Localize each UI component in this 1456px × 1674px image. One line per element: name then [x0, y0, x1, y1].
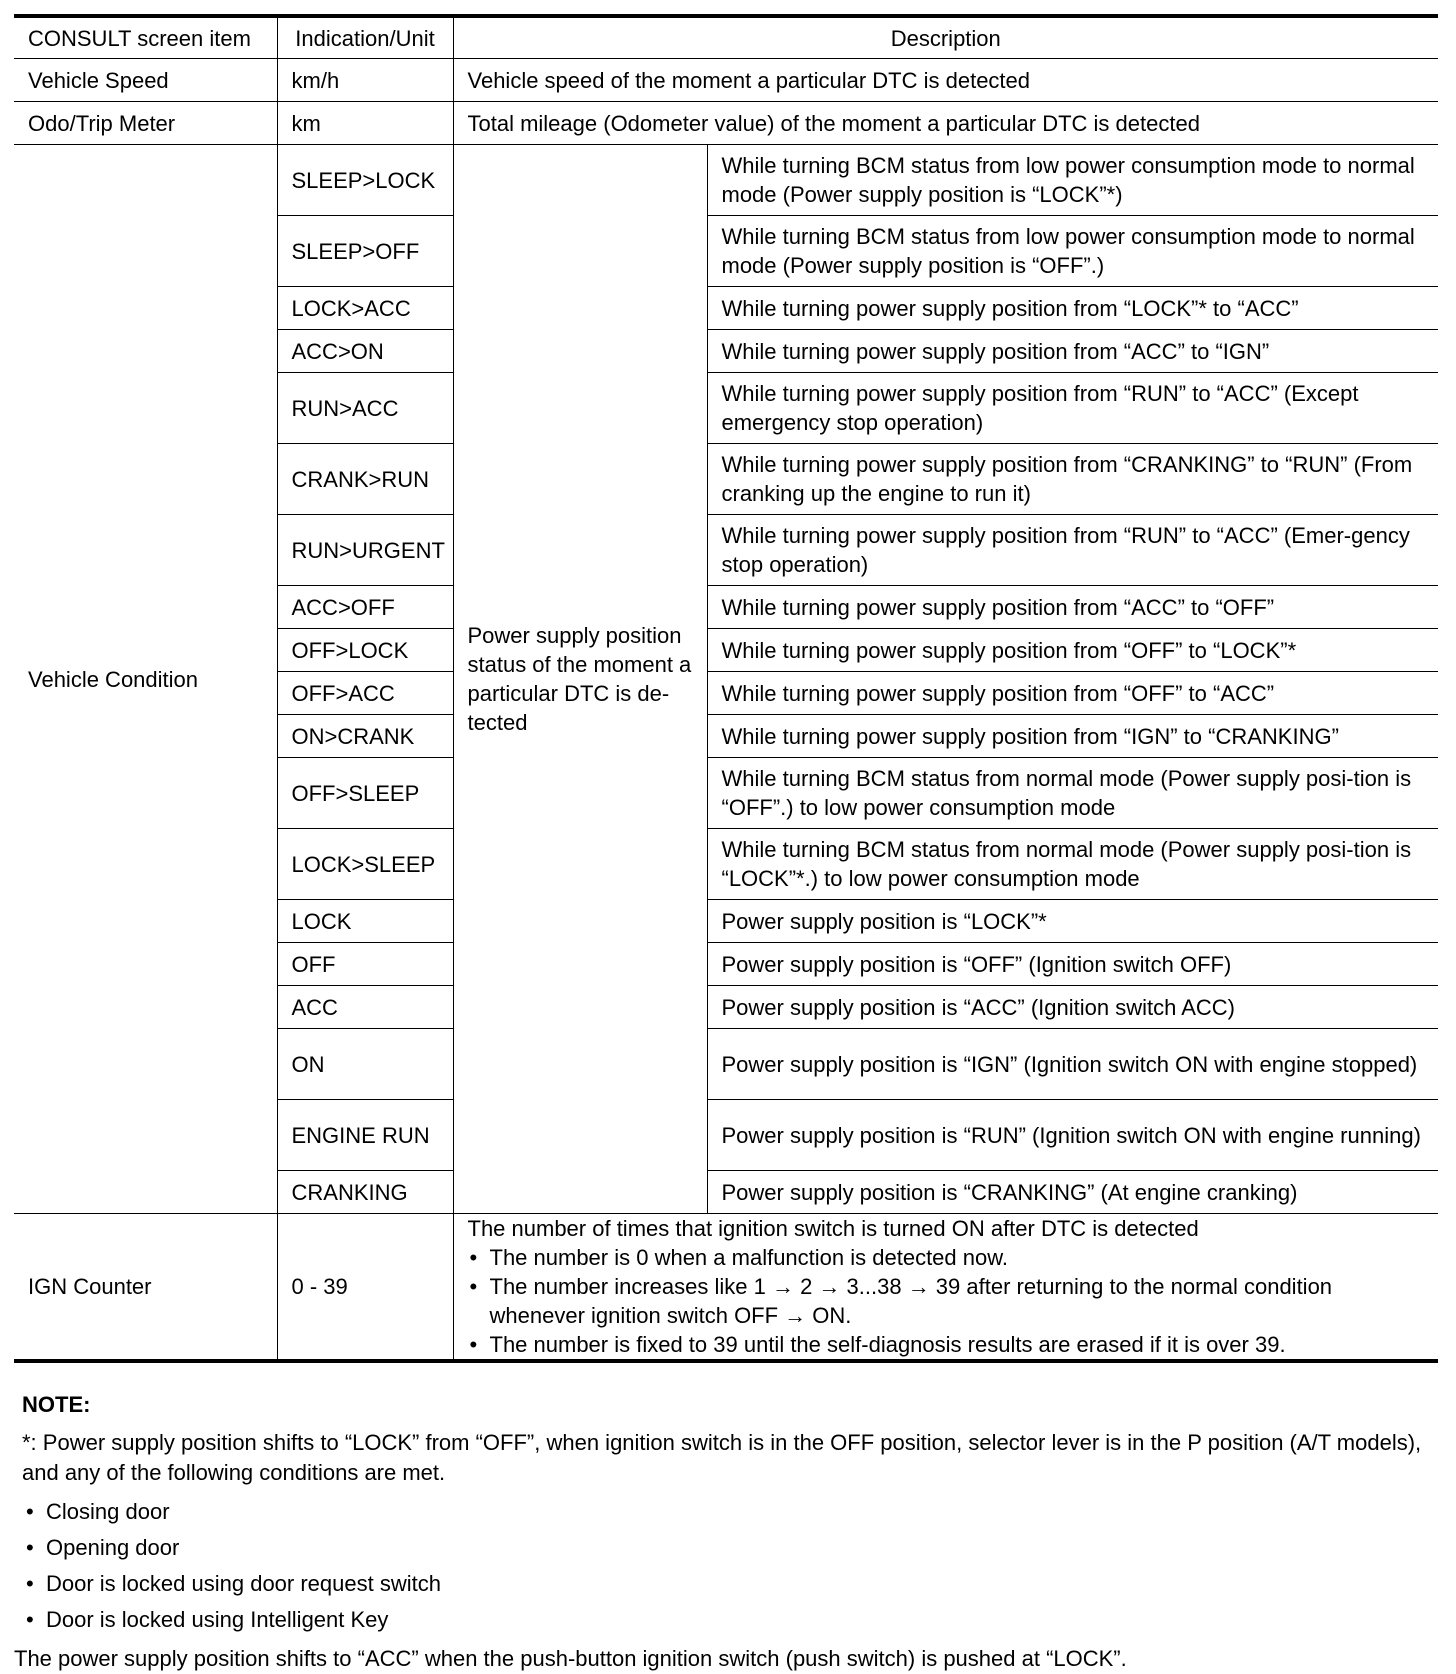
detail-cell: Power supply position is “ACC” (Ignition switch ACC) — [707, 986, 1438, 1029]
table-row — [14, 145, 1438, 216]
item-cell: IGN Counter — [14, 1214, 277, 1362]
header-description: Description — [453, 16, 1438, 59]
unit-cell: ACC — [277, 986, 453, 1029]
detail-cell: While turning BCM status from low power consumption mode to normal mode (Power supply position is “OFF”.) — [707, 216, 1438, 287]
unit-cell: ON>CRANK — [277, 715, 453, 758]
unit-cell: ON — [277, 1029, 453, 1100]
unit-cell: RUN>URGENT — [277, 515, 453, 586]
detail-cell: While turning power supply position from “OFF” to “ACC” — [707, 672, 1438, 715]
table-row — [14, 102, 1438, 145]
table-row — [14, 1214, 1438, 1362]
unit-cell: SLEEP>OFF — [277, 216, 453, 287]
detail-cell: While turning power supply position from “OFF” to “LOCK”* — [707, 629, 1438, 672]
detail-cell: While turning BCM status from normal mode (Power supply posi-tion is “OFF”.) to low power consumption mode — [707, 758, 1438, 829]
consult-item-table — [14, 14, 1438, 1363]
vehicle-condition-summary: Power supply position status of the moment a particular DTC is de-tected — [453, 145, 707, 1214]
detail-cell: Power supply position is “LOCK”* — [707, 900, 1438, 943]
unit-cell: 0 - 39 — [277, 1214, 453, 1362]
detail-cell: Power supply position is “OFF” (Ignition switch OFF) — [707, 943, 1438, 986]
unit-cell: LOCK>SLEEP — [277, 829, 453, 900]
note-last-line: The power supply position shifts to “ACC” when the push-button ignition switch (push switch) is pushed at “LOCK”. — [14, 1646, 1127, 1671]
detail-cell: While turning power supply position from “LOCK”* to “ACC” — [707, 287, 1438, 330]
unit-cell: ENGINE RUN — [277, 1100, 453, 1171]
detail-cell: While turning BCM status from low power consumption mode to normal mode (Power supply position is “LOCK”*) — [707, 145, 1438, 216]
ign-counter-bullets — [468, 1243, 1425, 1359]
unit-cell: ACC>OFF — [277, 586, 453, 629]
ign-counter-intro: The number of times that ignition switch is turned ON after DTC is detected — [467, 1216, 1199, 1241]
note-title: NOTE: — [22, 1392, 91, 1417]
table-header-row — [14, 16, 1438, 59]
header-item: CONSULT screen item — [14, 16, 277, 59]
detail-cell: Power supply position is “IGN” (Ignition switch ON with engine stopped) — [707, 1029, 1438, 1100]
unit-cell: CRANK>RUN — [277, 444, 453, 515]
list-item: • Door is locked using door request switch — [46, 1566, 1442, 1602]
list-item: • Opening door — [46, 1530, 1442, 1566]
note-bullets — [22, 1494, 1442, 1638]
description-cell: Total mileage (Odometer value) of the moment a particular DTC is detected — [453, 102, 1438, 145]
unit-cell: CRANKING — [277, 1171, 453, 1214]
unit-cell: OFF — [277, 943, 453, 986]
list-item: • The number is 0 when a malfunction is detected now. — [490, 1243, 1425, 1272]
note-paragraph: *: Power supply position shifts to “LOCK” from “OFF”, when ignition switch is in the OFF position, selector lever is in the P position (A/T models), and any of the following conditions are met. — [22, 1430, 1422, 1485]
detail-cell: Power supply position is “CRANKING” (At engine cranking) — [707, 1171, 1438, 1214]
unit-cell: ACC>ON — [277, 330, 453, 373]
detail-cell: While turning BCM status from normal mode (Power supply posi-tion is “LOCK”*.) to low power consumption mode — [707, 829, 1438, 900]
unit-cell: LOCK — [277, 900, 453, 943]
list-item: • The number is fixed to 39 until the self-diagnosis results are erased if it is over 39. — [490, 1330, 1425, 1359]
unit-cell: OFF>LOCK — [277, 629, 453, 672]
description-cell: Vehicle speed of the moment a particular DTC is detected — [453, 59, 1438, 102]
list-item: • The number increases like 1 → 2 → 3...38 → 39 after returning to the normal condition whenever ignition switch OFF → ON. — [490, 1272, 1425, 1330]
unit-cell: OFF>ACC — [277, 672, 453, 715]
detail-cell: While turning power supply position from “IGN” to “CRANKING” — [707, 715, 1438, 758]
list-item: • Closing door — [46, 1494, 1442, 1530]
note-section — [14, 1390, 1442, 1671]
list-item: • Door is locked using Intelligent Key — [46, 1602, 1442, 1638]
header-unit: Indication/Unit — [277, 16, 453, 59]
unit-cell: OFF>SLEEP — [277, 758, 453, 829]
detail-cell: While turning power supply position from “ACC” to “IGN” — [707, 330, 1438, 373]
detail-cell: While turning power supply position from “CRANKING” to “RUN” (From cranking up the engine to run it) — [707, 444, 1438, 515]
unit-cell: RUN>ACC — [277, 373, 453, 444]
unit-cell: SLEEP>LOCK — [277, 145, 453, 216]
detail-cell: While turning power supply position from “RUN” to “ACC” (Emer-gency stop operation) — [707, 515, 1438, 586]
table-row — [14, 59, 1438, 102]
detail-cell: While turning power supply position from “ACC” to “OFF” — [707, 586, 1438, 629]
item-cell: Odo/Trip Meter — [14, 102, 277, 145]
unit-cell: km/h — [277, 59, 453, 102]
item-cell: Vehicle Speed — [14, 59, 277, 102]
unit-cell: km — [277, 102, 453, 145]
unit-cell: LOCK>ACC — [277, 287, 453, 330]
vehicle-condition-item: Vehicle Condition — [14, 145, 277, 1214]
detail-cell: Power supply position is “RUN” (Ignition switch ON with engine running) — [707, 1100, 1438, 1171]
detail-cell: While turning power supply position from “RUN” to “ACC” (Except emergency stop operation) — [707, 373, 1438, 444]
ign-counter-description — [453, 1214, 1438, 1362]
